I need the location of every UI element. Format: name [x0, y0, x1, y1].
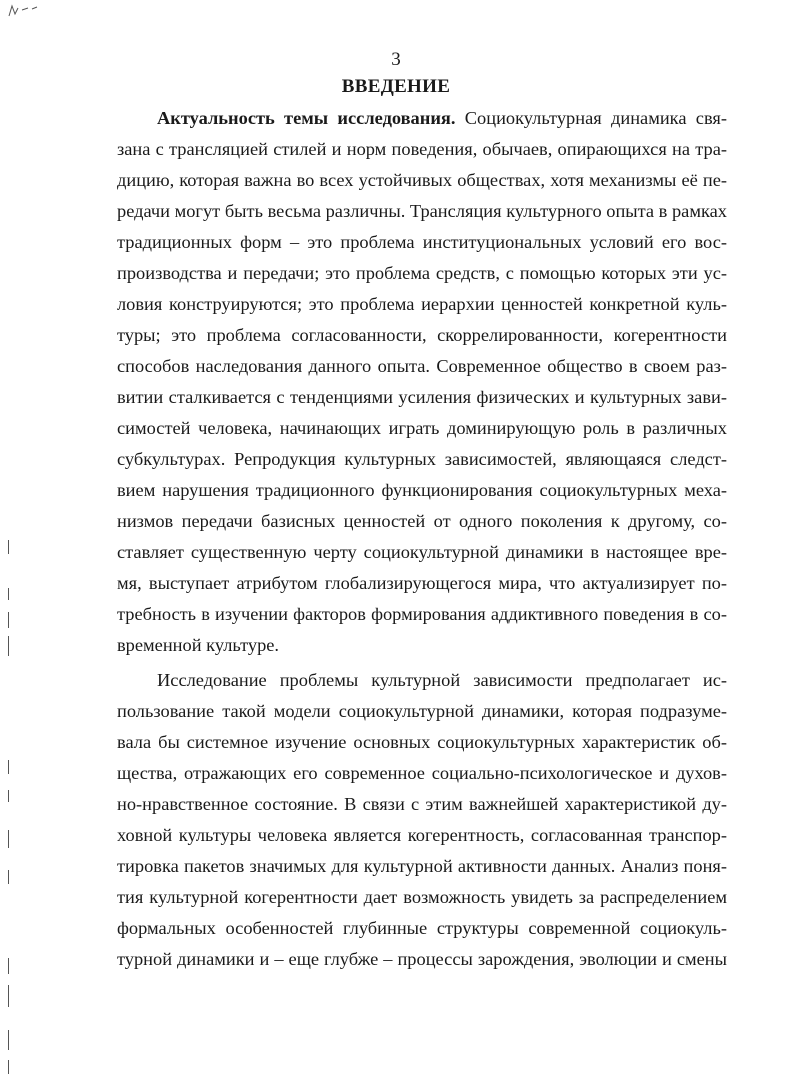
text-line: мя, выступает атрибутом глобализирующегося мира, что актуализирует по- [117, 573, 727, 593]
scan-mark-margin [8, 540, 9, 554]
text-line: временной культуре. [117, 635, 280, 655]
text-line: зана с трансляцией стилей и норм поведения, обычаев, опирающихся на тра- [117, 139, 727, 159]
text-line: витии сталкивается с тенденциями усиления физических и культурных зави- [117, 387, 727, 407]
text-line: традиционных форм – это проблема институциональных условий его вос- [117, 232, 727, 252]
scan-mark-margin [8, 790, 9, 802]
page-number: 3 [391, 49, 401, 70]
scan-mark-margin [8, 870, 9, 884]
scan-mark-margin [8, 1060, 9, 1074]
text-line: Актуальность темы исследования. Социокультурная динамика свя- [157, 108, 727, 128]
scan-mark-margin [8, 612, 9, 628]
text-line: турной динамики и – еще глубже – процессы зарождения, эволюции и смены [117, 949, 727, 969]
scan-mark-margin [8, 588, 9, 600]
text-line: формальных особенностей глубинные структуры современной социокуль- [117, 918, 727, 938]
lead-phrase: Актуальность темы исследования. [157, 108, 456, 128]
text-line: тировка пакетов значимых для культурной активности данных. Анализ поня- [117, 856, 727, 876]
scan-mark-margin [8, 985, 9, 1007]
text-line: вием нарушения традиционного функционирования социокультурных меха- [117, 480, 727, 500]
scan-mark-top-left [6, 2, 40, 20]
scan-mark-margin [8, 830, 9, 848]
text-line: субкультурах. Репродукция культурных зависимостей, являющаяся следст- [117, 449, 727, 469]
text-line: ловия конструируются; это проблема иерархии ценностей конкретной куль- [117, 294, 727, 314]
text-line: ховной культуры человека является когерентность, согласованная транспор- [117, 825, 727, 845]
text-line: производства и передачи; это проблема средств, с помощью которых эти ус- [117, 263, 727, 283]
text-line: Исследование проблемы культурной зависимости предполагает ис- [157, 670, 727, 690]
text-line: щества, отражающих его современное социально-психологическое и духов- [117, 763, 727, 783]
page-heading: ВВЕДЕНИЕ [341, 76, 451, 97]
scan-mark-margin [8, 636, 9, 656]
scan-mark-margin [8, 958, 9, 974]
text-line: туры; это проблема согласованности, скоррелированности, когерентности [117, 325, 727, 345]
text-line: ставляет существенную черту социокультурной динамики в настоящее вре- [117, 542, 727, 562]
text-line: редачи могут быть весьма различны. Трансляция культурного опыта в рамках [117, 201, 727, 221]
text-line: требность в изучении факторов формирования аддиктивного поведения в со- [117, 604, 727, 624]
text-line: способов наследования данного опыта. Современное общество в своем раз- [117, 356, 727, 376]
scan-mark-margin [8, 760, 9, 774]
text-line: но-нравственное состояние. В связи с этим важнейшей характеристикой ду- [117, 794, 727, 814]
text-line: низмов передачи базисных ценностей от одного поколения к другому, со- [117, 511, 727, 531]
text-line: симостей человека, начинающих играть доминирующую роль в различных [117, 418, 727, 438]
scan-mark-margin [8, 1030, 9, 1050]
text-line: пользование такой модели социокультурной динамики, которая подразуме- [117, 701, 727, 721]
text-line: вала бы системное изучение основных социокультурных характеристик об- [117, 732, 727, 752]
text-line: дицию, которая важна во всех устойчивых обществах, хотя механизмы её пе- [117, 170, 727, 190]
text-line: тия культурной когерентности дает возможность увидеть за распределением [117, 887, 727, 907]
